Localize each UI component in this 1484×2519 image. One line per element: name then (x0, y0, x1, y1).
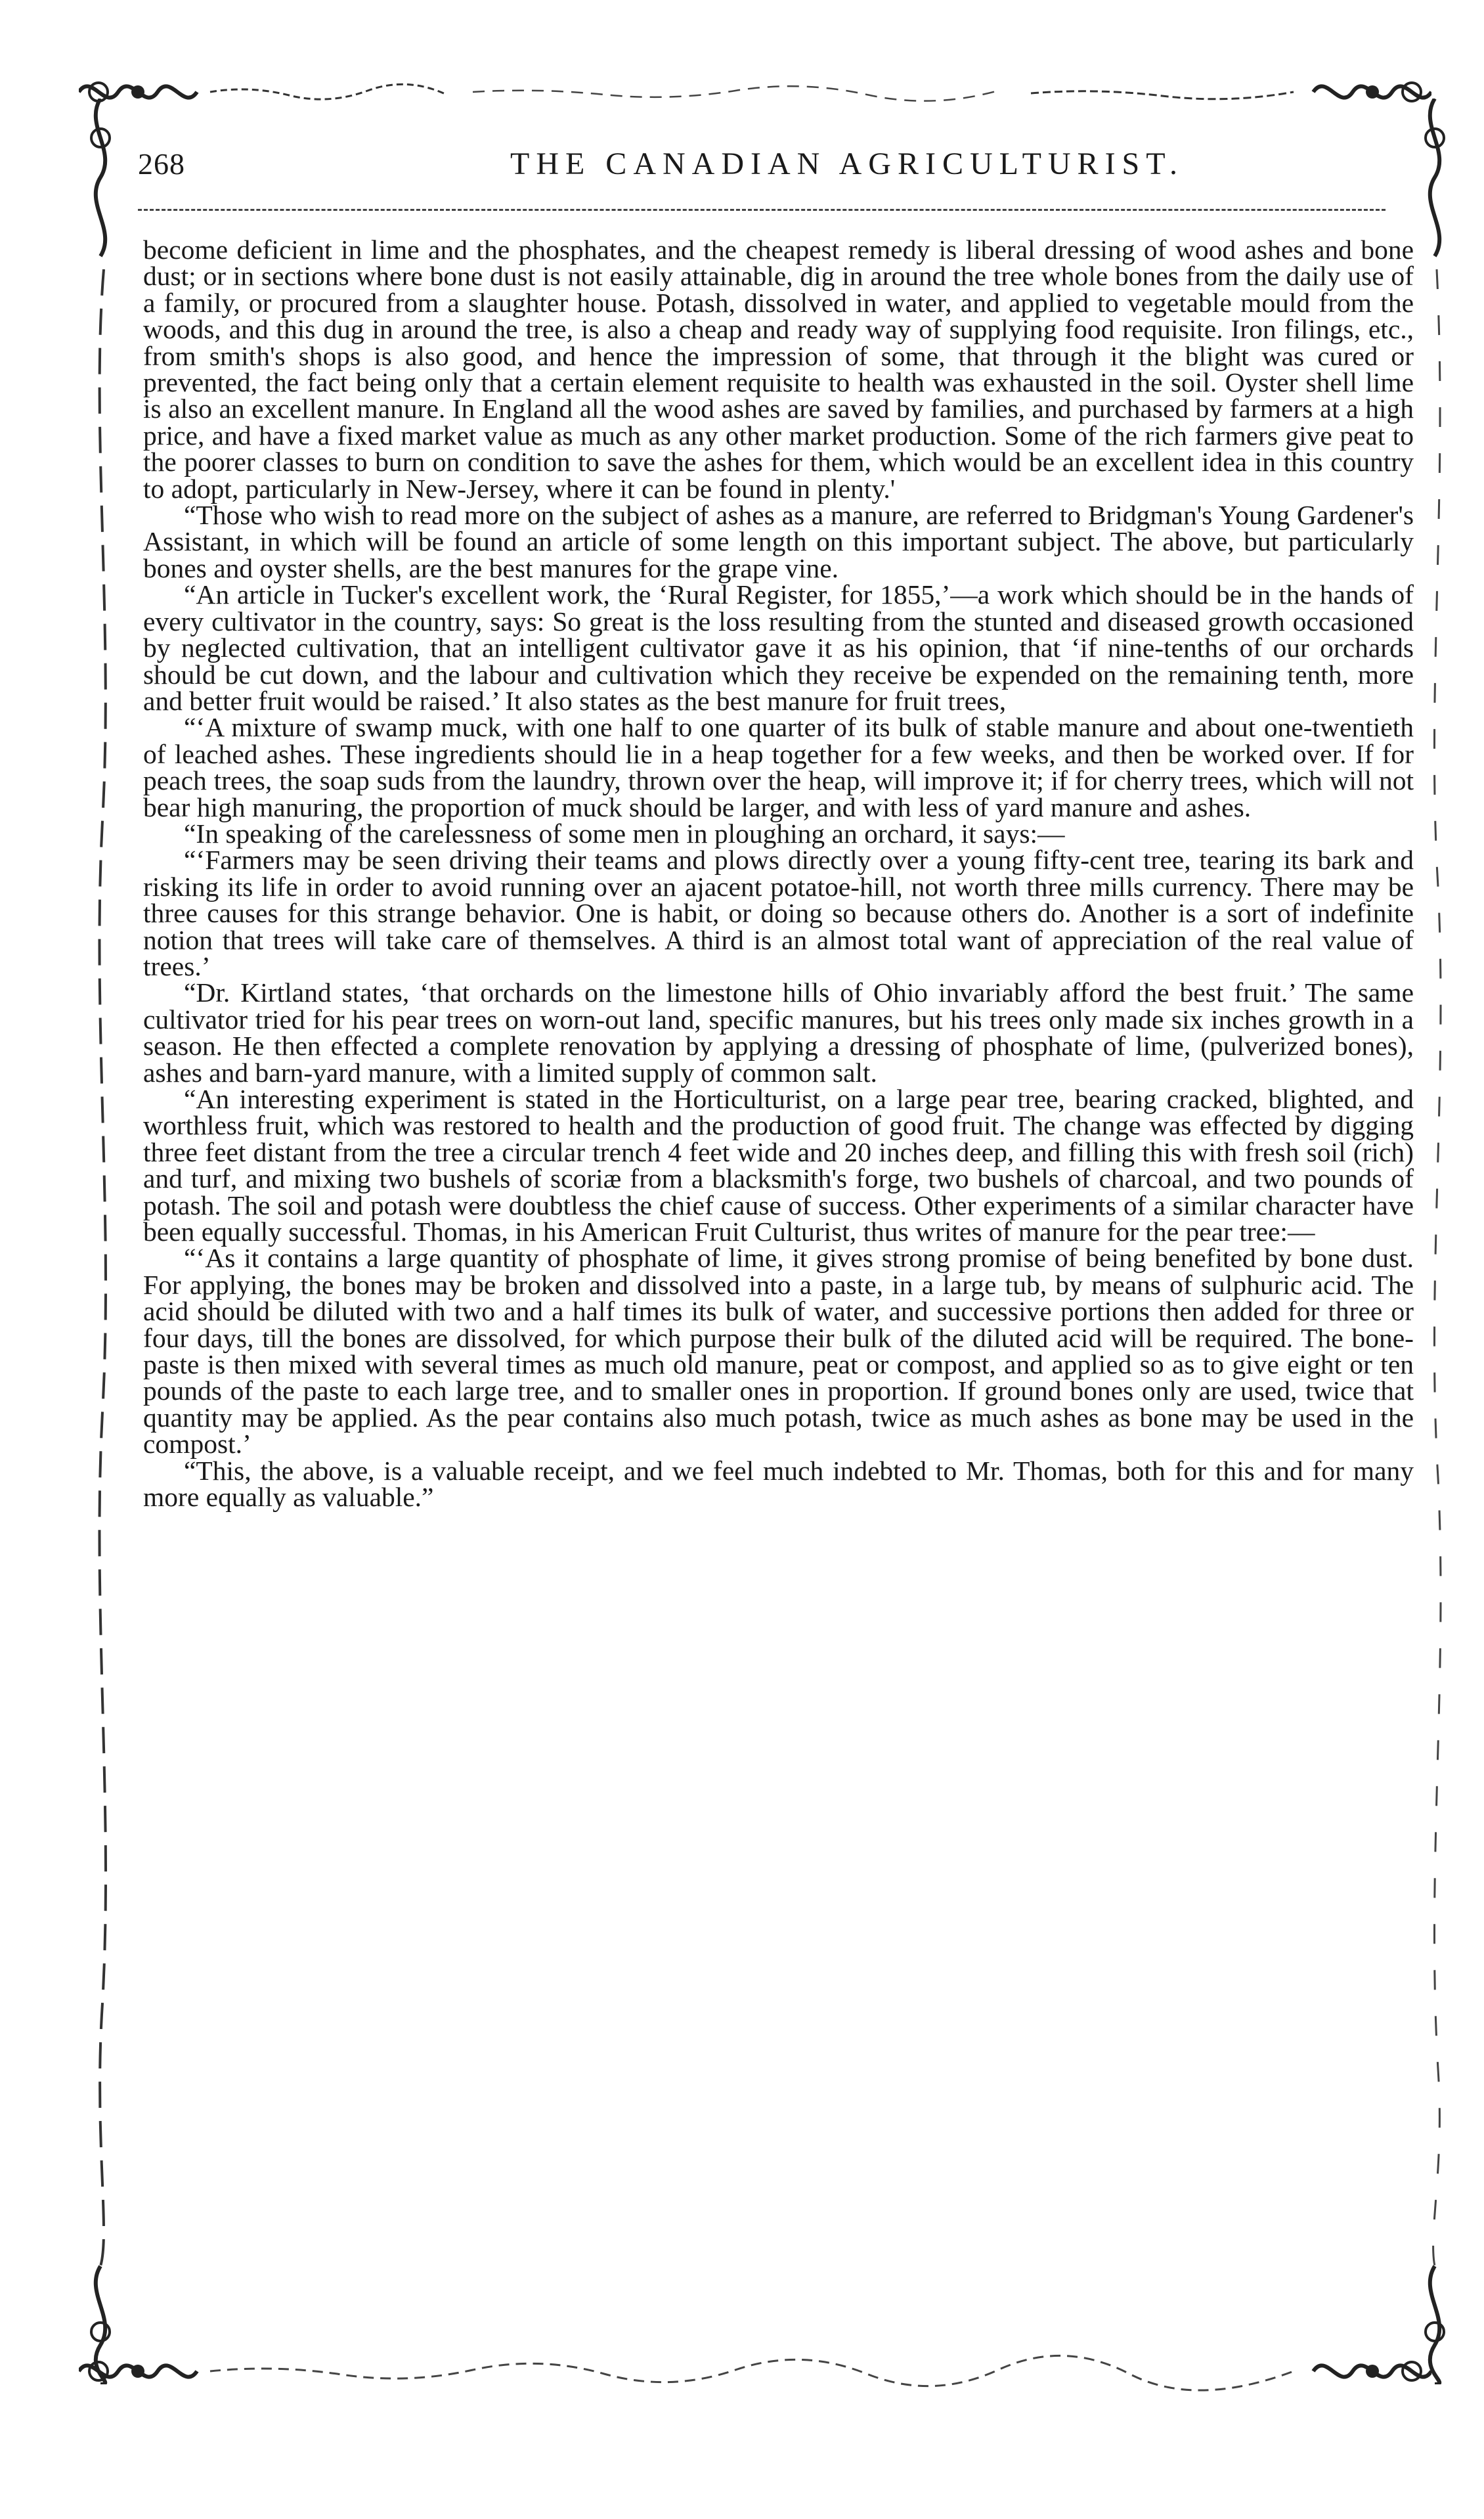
journal-title: THE CANADIAN AGRICULTURIST. (510, 146, 1184, 181)
paragraph: “An article in Tucker's excellent work, the ‘Rural Register, for 1855,’—a work which should be in the hands of every cultivator in the country, says: So great is the loss resulting from the stunted and diseased growth occasioned by neglected cultivation, that an intelligent cultivator gave it as his opinion, that ‘if nine-tenths of our orchards should be cut down, and the labour and cultivation which they receive be expended on the remaining tenth, more and better fruit would be raised.’ It also states as the best manure for fruit trees, (143, 579, 1414, 716)
paragraph: become deficient in lime and the phosphates, and the cheapest remedy is liberal dressing of wood ashes and bone dust; or in sections where bone dust is not easily attainable, dig in around the tree whole bones from the daily use of a family, or procured from a slaughter house. Potash, dissolved in water, and applied to vegetable mould from the woods, and this dug in around the tree, is also a cheap and ready way of supplying food requisite. Iron filings, etc., from smith's shops is also good, and hence the impression of some, that through it the blight was cured or prevented, the fact being only that a certain element requisite to health was exhausted in the soil. Oyster shell lime is also an excellent manure. In England all the wood ashes are saved by families, and purchased by farmers at a high price, and have a fixed market value as much as any other market production. Some of the rich farmers give peat to the poorer classes to burn on condition to save the ashes for them, which would be an excellent idea in this country to adopt, particularly in New-Jersey, where it can be found in plenty.' (143, 234, 1414, 504)
paragraph: “‘A mixture of swamp muck, with one half to one quarter of its bulk of stable manure and about one-twentieth of leached ashes. These ingredients should lie in a heap together for a few weeks, and then be worked over. If for peach trees, the soap suds from the laundry, thrown over the heap, will improve it; if for cherry trees, which will not bear high manuring, the proportion of muck should be larger, and with less of yard manure and ashes. (143, 712, 1414, 822)
paragraph: “An interesting experiment is stated in the Horticulturist, on a large pear tree, bearing cracked, blighted, and worthless fruit, which was restored to health and the production of good fruit. The change was effected by digging three feet distant from the tree a circular trench 4 feet wide and 20 inches deep, and filling this with fresh soil (rich) and turf, and mixing two bushels of scoriæ from a blacksmith's forge, two bushels of charcoal, and two pounds of potash. The soil and potash were doubtless the chief cause of success. Other experiments of a similar character have been equally successful. Thomas, in his American Fruit Culturist, thus writes of manure for the pear tree:— (143, 1084, 1414, 1247)
article-body (143, 236, 1414, 1511)
bottom-ornament-border (79, 2345, 1431, 2397)
running-head (138, 141, 1405, 187)
paragraph: “This, the above, is a valuable receipt, and we feel much indebted to Mr. Thomas, both for this and for many more equally as valuable.” (143, 1455, 1414, 1513)
header-rule (138, 209, 1386, 211)
left-ornament-border (77, 99, 123, 2384)
page-number: 268 (138, 147, 185, 181)
top-ornament-border (79, 66, 1431, 118)
paragraph: “‘As it contains a large quantity of phosphate of lime, it gives strong promise of being benefited by bone dust. For applying, the bones may be broken and dissolved into a paste, in a large tub, by means of sulphuric acid. The acid should be diluted with two and a half times its bulk of water, and successive portions then added for three or four days, till the bones are dissolved, for which purpose their bulk of the diluted acid will be required. The bone-paste is then mixed with several times as much old manure, peat or compost, and applied so as to give eight or ten pounds of the paste to each large tree, and to smaller ones in proportion. If ground bones only are used, twice that quantity may be applied. As the pear contains also much potash, twice as much ashes as bone may be used in the compost.’ (143, 1243, 1414, 1460)
paragraph: “Dr. Kirtland states, ‘that orchards on the limestone hills of Ohio invariably afford the best fruit.’ The same cultivator tried for his pear trees on worn-out land, specific manures, but his trees only made six inches growth in a season. He then effected a complete renovation by applying a dressing of phosphate of lime, (pulverized bones), ashes and barn-yard manure, with a limited supply of common salt. (143, 977, 1414, 1088)
paragraph: “In speaking of the carelessness of some men in ploughing an orchard, it says:— (184, 818, 1065, 849)
paragraph: “Those who wish to read more on the subject of ashes as a manure, are referred to Bridgman's Young Gardener's Assistant, in which will be found an article of some length on this important subject. The above, but particularly bones and oyster shells, are the best manures for the grape vine. (143, 500, 1414, 583)
right-ornament-border (1412, 99, 1458, 2384)
paragraph: “‘Farmers may be seen driving their teams and plows directly over a young fifty-cent tree, tearing its bark and risking its life in order to avoid running over an ajacent potatoe-hill, not worth three mills currency. There may be three causes for this strange behavior. One is habit, or doing so because others do. Another is a sort of indefinite notion that trees will take care of themselves. A third is an almost total want of appreciation of the real value of trees.’ (143, 845, 1414, 981)
